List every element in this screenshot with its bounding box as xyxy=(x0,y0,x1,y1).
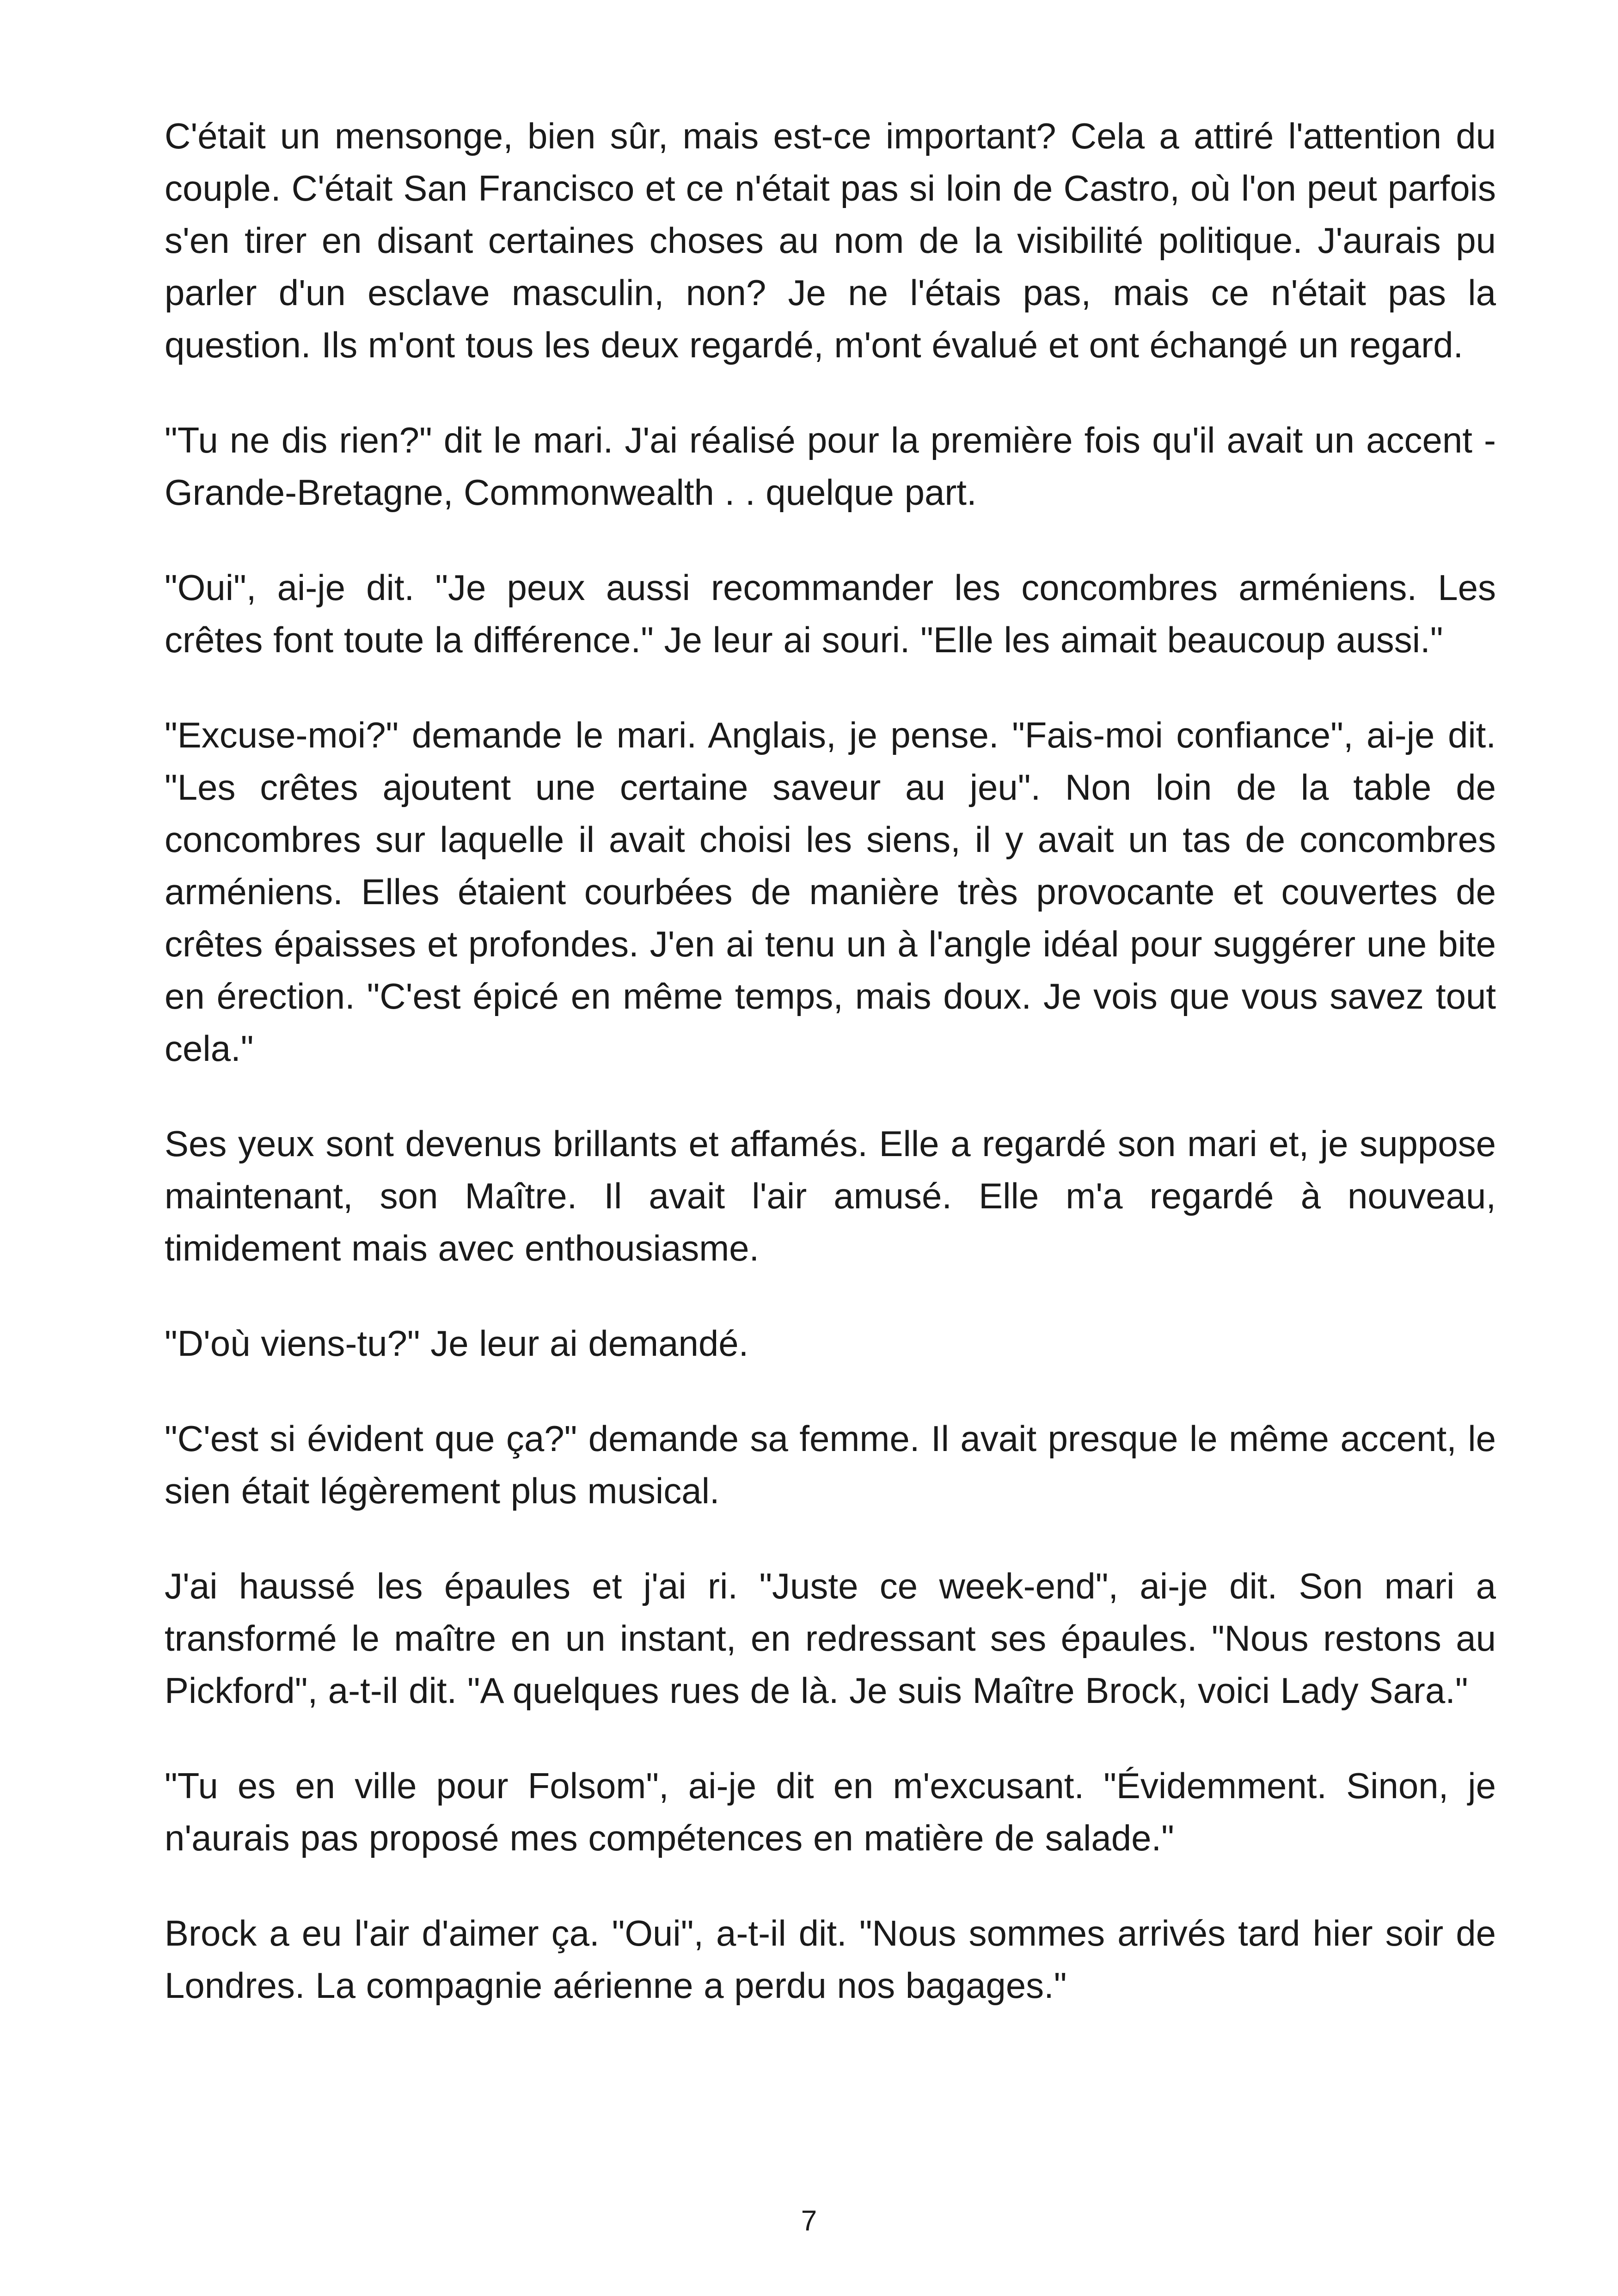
paragraph-7: "C'est si évident que ça?" demande sa femme. Il avait presque le même accent, le sien était légèrement plus musical. xyxy=(165,1418,1496,1511)
paragraph-6: "D'où viens-tu?" Je leur ai demandé. xyxy=(165,1323,749,1364)
paragraph-8: J'ai haussé les épaules et j'ai ri. "Juste ce week-end", ai-je dit. Son mari a transformé le maître en un instant, en redressant ses épaules. "Nous restons au Pickford", a-t-il dit. "A quelques rues de là. Je suis Maître Brock, voici Lady Sara." xyxy=(165,1566,1496,1711)
paragraph-3: "Oui", ai-je dit. "Je peux aussi recommander les concombres arméniens. Les crêtes font toute la différence." Je leur ai souri. "Elle les aimait beaucoup aussi." xyxy=(165,567,1496,660)
body-text xyxy=(165,110,1496,2055)
paragraph-9: "Tu es en ville pour Folsom", ai-je dit en m'excusant. "Évidemment. Sinon, je n'aurais pas proposé mes compétences en matière de salade." xyxy=(165,1765,1496,1858)
paragraph-5: Ses yeux sont devenus brillants et affamés. Elle a regardé son mari et, je suppose maintenant, son Maître. Il avait l'air amusé. Elle m'a regardé à nouveau, timidement mais avec enthousiasme. xyxy=(165,1123,1496,1268)
paragraph-2: "Tu ne dis rien?" dit le mari. J'ai réalisé pour la première fois qu'il avait un accent - Grande-Bretagne, Commonwealth . . quelque part. xyxy=(165,420,1496,513)
paragraph-1: C'était un mensonge, bien sûr, mais est-ce important? Cela a attiré l'attention du couple. C'était San Francisco et ce n'était pas si loin de Castro, où l'on peut parfois s'en tirer en disant certaines choses au nom de la visibilité politique. J'aurais pu parler d'un esclave masculin, non? Je ne l'étais pas, mais ce n'était pas la question. Ils m'ont tous les deux regardé, m'ont évalué et ont échangé un regard. xyxy=(165,116,1496,365)
paragraph-4: "Excuse-moi?" demande le mari. Anglais, je pense. "Fais-moi confiance", ai-je dit. "Les crêtes ajoutent une certaine saveur au jeu". Non loin de la table de concombres sur laquelle il avait choisi les siens, il y avait un tas de concombres arméniens. Elles étaient courbées de manière très provocante et couvertes de crêtes épaisses et profondes. J'en ai tenu un à l'angle idéal pour suggérer une bite en érection. "C'est épicé en même temps, mais doux. Je vois que vous savez tout cela." xyxy=(165,715,1496,1069)
paragraph-10: Brock a eu l'air d'aimer ça. "Oui", a-t-il dit. "Nous sommes arrivés tard hier soir de Londres. La compagnie aérienne a perdu nos bagages." xyxy=(165,1913,1496,2006)
page-number: 7 xyxy=(801,2205,817,2237)
